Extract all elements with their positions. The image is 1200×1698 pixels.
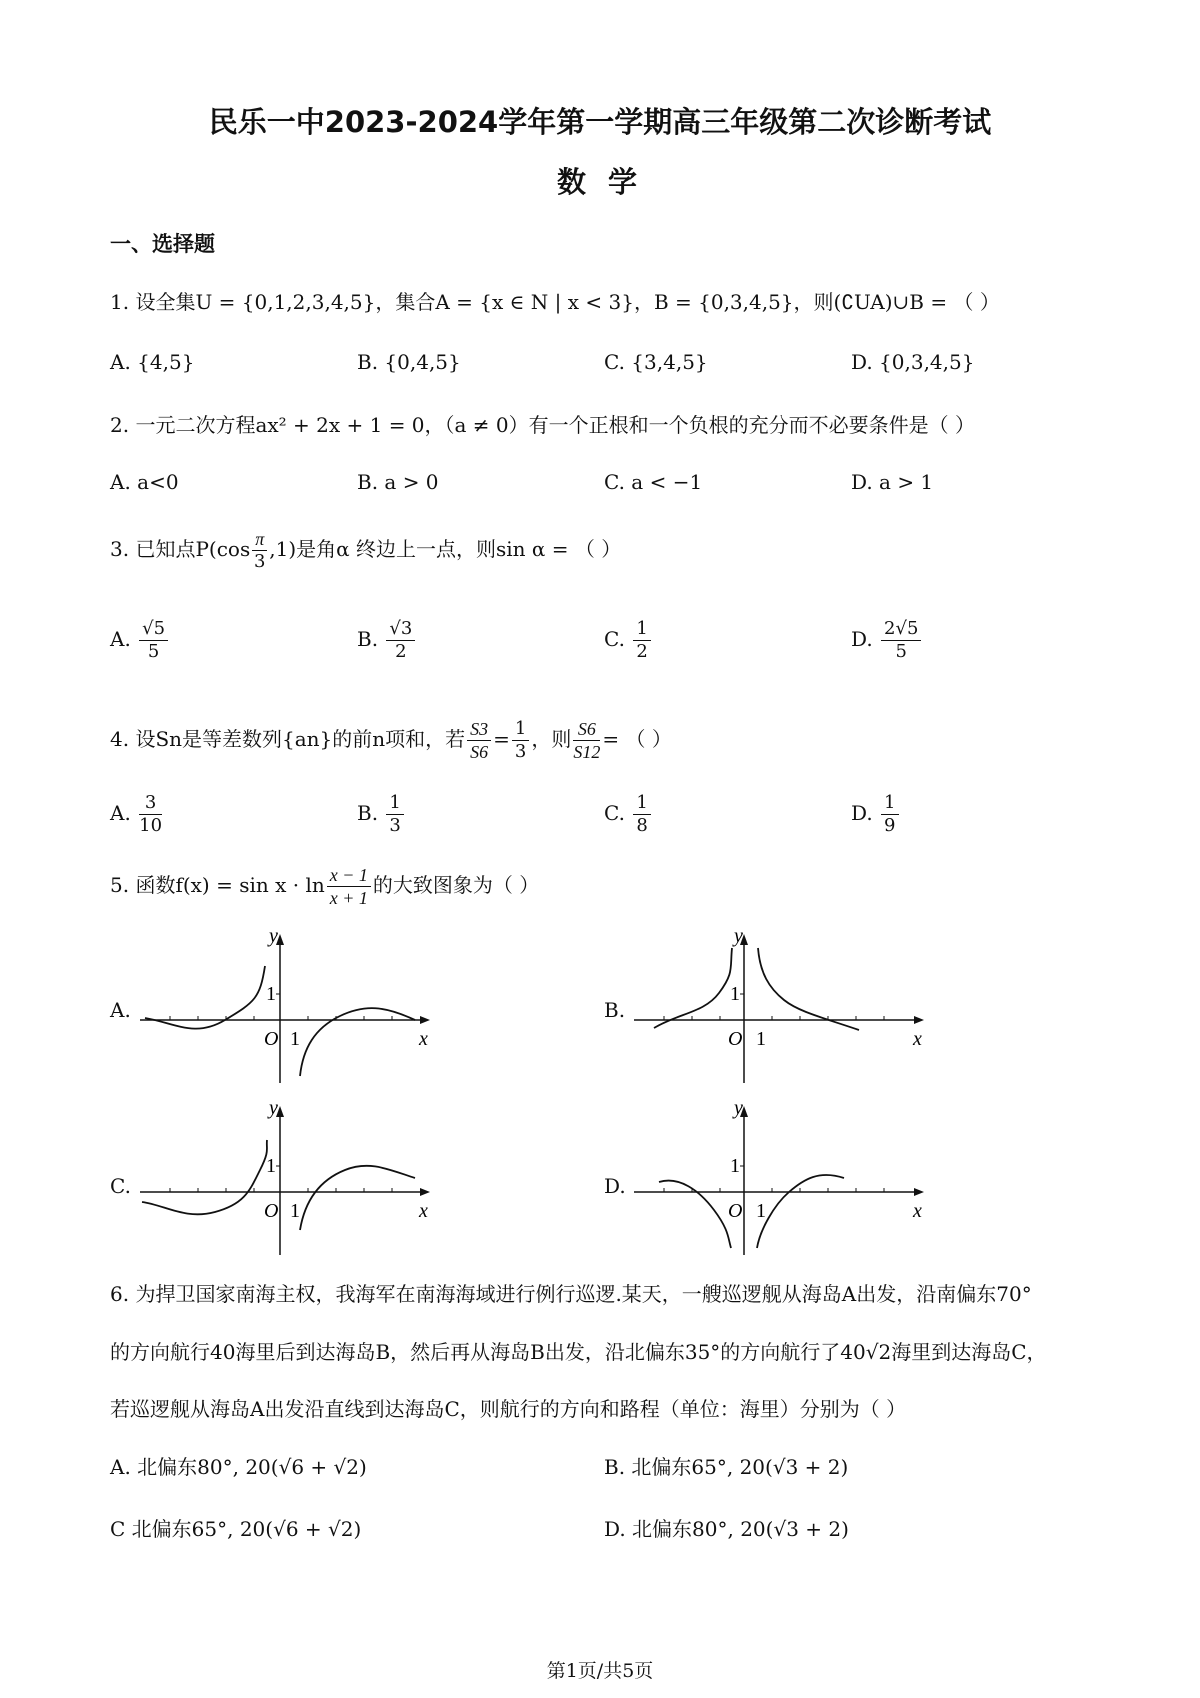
svg-text:1: 1: [756, 1200, 766, 1222]
q3-stem-pre: 3. 已知点P(cos: [110, 537, 251, 561]
page-number: 第1页/共5页: [546, 1660, 654, 1682]
svg-text:O: O: [728, 1028, 743, 1050]
svg-text:O: O: [264, 1200, 279, 1222]
question-6-line-1: 6. 为捍卫国家南海主权，我海军在南海海域进行例行巡逻.某天，一艘巡逻舰从海岛A出发，沿南偏东70°: [110, 1282, 1032, 1306]
q3-option-c[interactable]: C. $\frac{1}{2}$: [604, 618, 653, 663]
graph-d[interactable]: [634, 1100, 934, 1260]
question-6-line-3: 若巡逻舰从海岛A出发沿直线到达海岛C，则航行的方向和路程（单位：海里）分别为（ ）: [110, 1397, 907, 1421]
q3-option-a[interactable]: A. $\frac{√5}{5}$: [110, 618, 170, 663]
q6-option-b[interactable]: B. 北偏东65°, 20(√3 + 2): [604, 1455, 849, 1479]
svg-text:y: y: [734, 928, 743, 947]
question-4-stem: 4. 设Sn是等差数列{an}的前n项和，若 $\frac{S3}{S6}$ = $\frac{1}{3}$ ，则 $\frac{S6}{S12}$ = （ ）: [110, 718, 672, 762]
q3-option-d[interactable]: D. $\frac{2√5}{5}$: [851, 618, 923, 663]
svg-text:1: 1: [756, 1028, 766, 1050]
svg-text:O: O: [728, 1200, 743, 1222]
graph-c[interactable]: [140, 1100, 440, 1260]
graph-a-x-label: x: [419, 1028, 428, 1050]
q2-option-d[interactable]: D. a > 1: [851, 470, 934, 494]
question-3-stem: [110, 528, 621, 573]
q4-option-b[interactable]: B. $\frac{1}{3}$: [357, 792, 406, 837]
question-2-stem: 2. 一元二次方程ax² + 2x + 1 = 0，（a ≠ 0）有一个正根和一个负根的充分而不必要条件是（ ）: [110, 413, 976, 437]
svg-text:1: 1: [730, 1155, 740, 1177]
svg-text:y: y: [734, 1100, 743, 1119]
graph-a-tick-y: 1: [266, 983, 276, 1005]
question-6-line-2: 的方向航行40海里后到达海岛B，然后再从海岛B出发，沿北偏东35°的方向航行了40√2海里到达海岛C，: [110, 1340, 1047, 1364]
graph-a[interactable]: [140, 928, 440, 1088]
svg-text:1: 1: [730, 983, 740, 1005]
q4-option-c[interactable]: C. $\frac{1}{8}$: [604, 792, 653, 837]
svg-text:1: 1: [266, 1155, 276, 1177]
q5-option-d[interactable]: D.: [604, 1174, 626, 1198]
svg-text:x: x: [913, 1028, 922, 1050]
graph-a-origin: O: [264, 1028, 279, 1050]
svg-text:y: y: [269, 1100, 278, 1119]
q5-option-b[interactable]: B.: [604, 998, 626, 1022]
svg-text:1: 1: [290, 1200, 300, 1222]
section-heading: 一、选择题: [110, 232, 215, 256]
question-1-stem: 1. 设全集U = {0,1,2,3,4,5}，集合A = {x ∈ N | x < 3}，B = {0,3,4,5}，则(∁UA)∪B = （ ）: [110, 290, 1000, 314]
graph-a-tick-x: 1: [290, 1028, 300, 1050]
q3-pi-fraction: $\frac{\pi}{3}$: [254, 529, 266, 572]
q1-option-d[interactable]: D. {0,3,4,5}: [851, 350, 975, 374]
q2-option-a[interactable]: A. a<0: [110, 470, 179, 494]
question-5-stem: 5. 函数f(x) = sin x · ln $\frac{x - 1}{x + 1}$ 的大致图象为（ ）: [110, 865, 540, 908]
q2-option-c[interactable]: C. a < −1: [604, 470, 703, 494]
q6-option-c[interactable]: C 北偏东65°, 20(√6 + √2): [110, 1517, 362, 1541]
q2-option-b[interactable]: B. a > 0: [357, 470, 439, 494]
q4-option-a[interactable]: A. $\frac{3}{10}$: [110, 792, 163, 836]
graph-a-y-label: y: [269, 928, 278, 947]
q6-option-a[interactable]: A. 北偏东80°, 20(√6 + √2): [110, 1455, 367, 1479]
q5-option-a[interactable]: A.: [110, 998, 131, 1022]
exam-title: 民乐一中2023-2024学年第一学期高三年级第二次诊断考试: [208, 105, 992, 139]
svg-text:x: x: [913, 1200, 922, 1222]
q1-option-b[interactable]: B. {0,4,5}: [357, 350, 461, 374]
svg-text:x: x: [419, 1200, 428, 1222]
q6-option-d[interactable]: D. 北偏东80°, 20(√3 + 2): [604, 1517, 849, 1541]
q1-option-c[interactable]: C. {3,4,5}: [604, 350, 708, 374]
q4-option-d[interactable]: D. $\frac{1}{9}$: [851, 792, 901, 837]
q3-stem-post: ,1)是角α 终边上一点，则sin α = （ ）: [269, 537, 622, 561]
subject-title: 数 学: [556, 165, 644, 199]
q3-option-b[interactable]: B. $\frac{√3}{2}$: [357, 618, 417, 663]
graph-b[interactable]: [634, 928, 934, 1088]
q1-option-a[interactable]: A. {4,5}: [110, 350, 195, 374]
q5-option-c[interactable]: C.: [110, 1174, 131, 1198]
